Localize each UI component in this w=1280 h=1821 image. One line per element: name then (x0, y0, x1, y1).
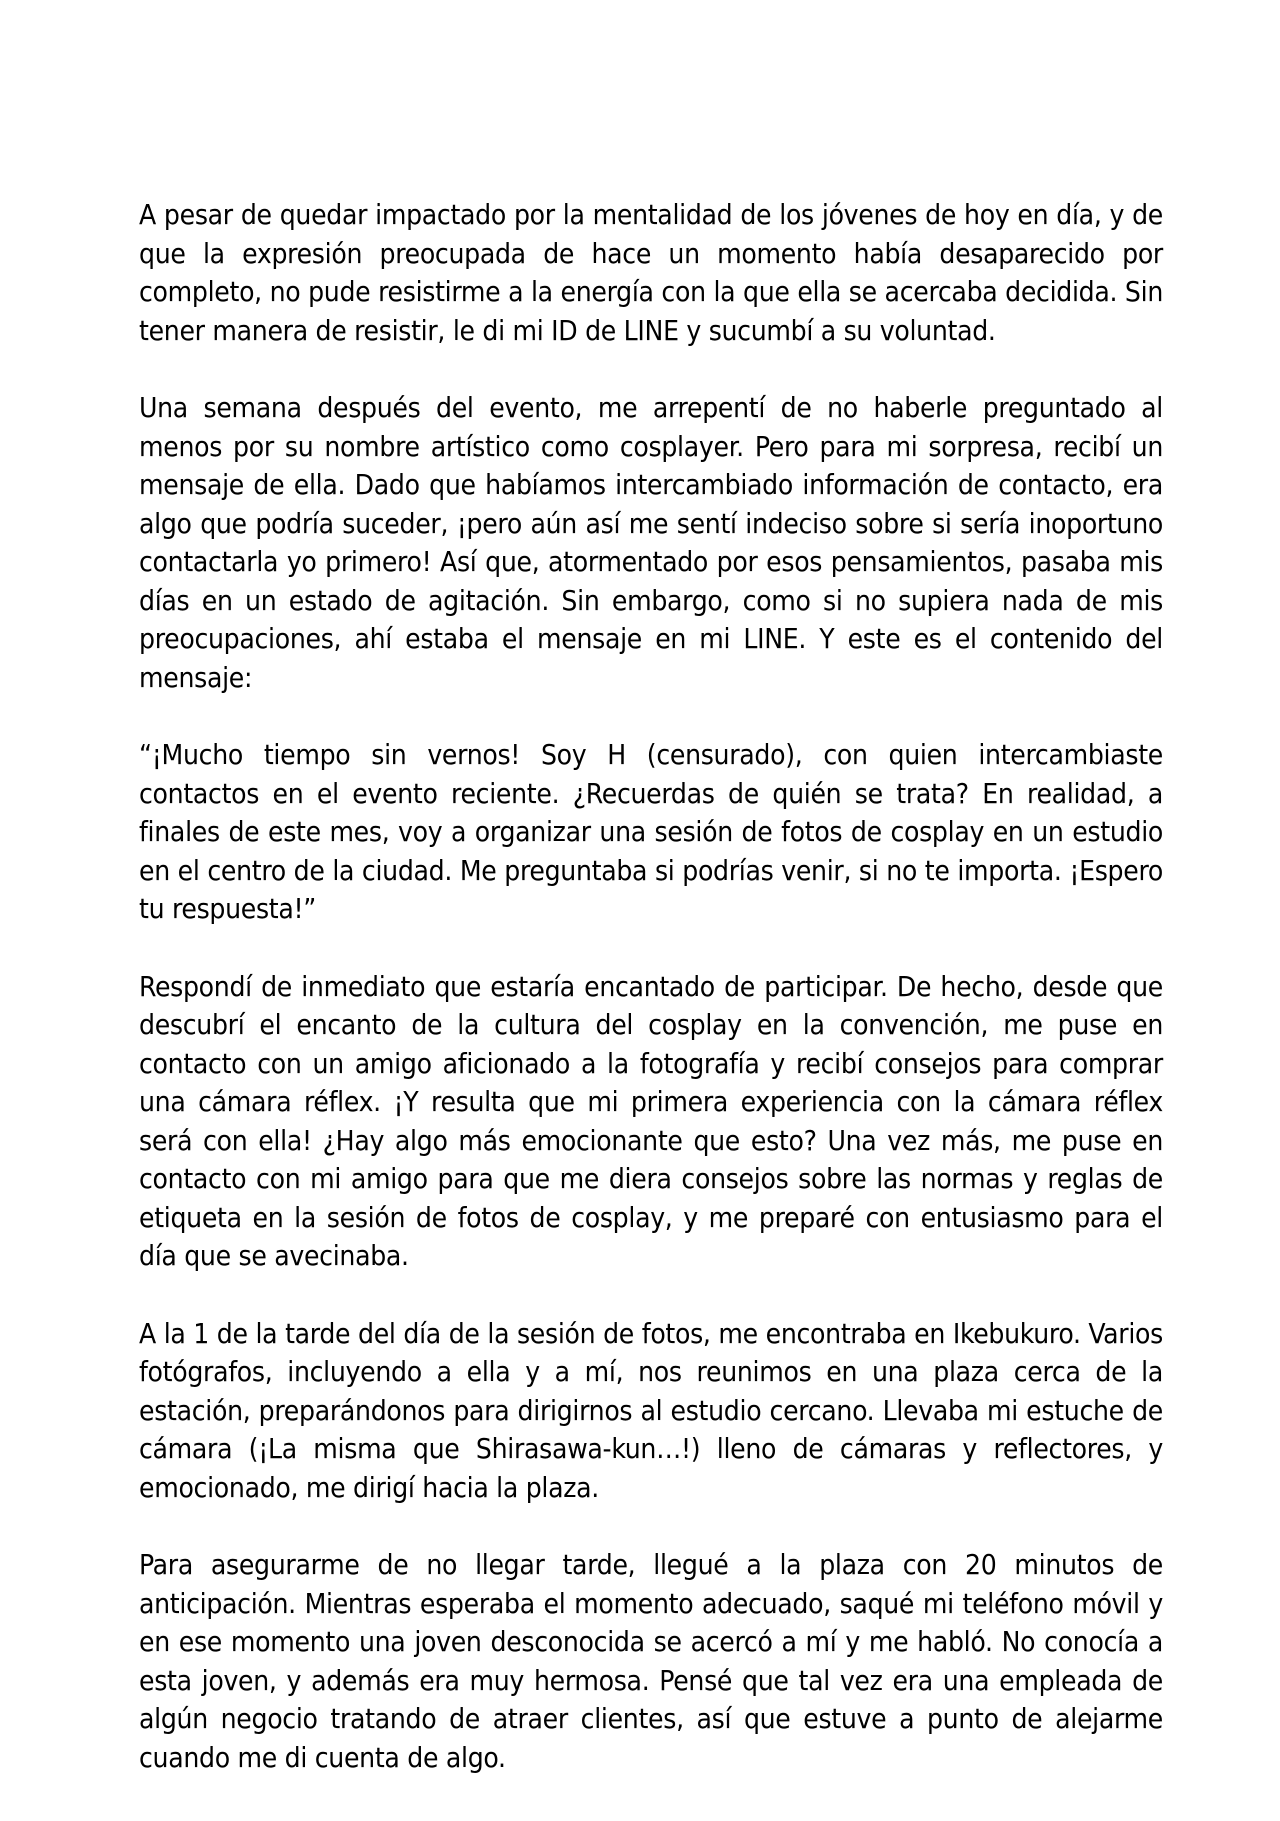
paragraph-6: Para asegurarme de no llegar tarde, llegué a la plaza con 20 minutos de anticipación. Mientras esperaba el momento adecuado, saqué mi teléfono móvil y en ese momento una joven desconocida se acercó a mí y me habló. No conocía a esta joven, y además era muy hermosa. Pensé que tal vez era una empleada de algún negocio tratando de atraer clientes, así que estuve a punto de alejarme cuando me di cuenta de algo. (139, 1548, 1163, 1774)
paragraph-1: A pesar de quedar impactado por la mentalidad de los jóvenes de hoy en día, y de que la expresión preocupada de hace un momento había desaparecido por completo, no pude resistirme a la energía con la que ella se acercaba decidida. Sin tener manera de resistir, le di mi ID de LINE y sucumbí a su voluntad. (139, 198, 1163, 347)
paragraph-2: Una semana después del evento, me arrepentí de no haberle preguntado al menos por su nombre artístico como cosplayer. Pero para mi sorpresa, recibí un mensaje de ella. Dado que habíamos intercambiado información de contacto, era algo que podría suceder, ¡pero aún así me sentí indeciso sobre si sería inoportuno contactarla yo primero! Así que, atormentado por esos pensamientos, pasaba mis días en un estado de agitación. Sin embargo, como si no supiera nada de mis preocupaciones, ahí estaba el mensaje en mi LINE. Y este es el contenido del mensaje: (139, 391, 1163, 694)
paragraph-3: “¡Mucho tiempo sin vernos! Soy H (censurado), con quien intercambiaste contactos en el evento reciente. ¿Recuerdas de quién se trata? En realidad, a finales de este mes, voy a organizar una sesión de fotos de cosplay en un estudio en el centro de la ciudad. Me preguntaba si podrías venir, si no te importa. ¡Espero tu respuesta!” (139, 738, 1163, 925)
paragraph-4: Respondí de inmediato que estaría encantado de participar. De hecho, desde que descubrí el encanto de la cultura del cosplay en la convención, me puse en contacto con un amigo aficionado a la fotografía y recibí consejos para comprar una cámara réflex. ¡Y resulta que mi primera experiencia con la cámara réflex será con ella! ¿Hay algo más emocionante que esto? Una vez más, me puse en contacto con mi amigo para que me diera consejos sobre las normas y reglas de etiqueta en la sesión de fotos de cosplay, y me preparé con entusiasmo para el día que se avecinaba. (139, 969, 1163, 1272)
document-body (139, 196, 1163, 1777)
paragraph-5: A la 1 de la tarde del día de la sesión de fotos, me encontraba en Ikebukuro. Varios fotógrafos, incluyendo a ella y a mí, nos reunimos en una plaza cerca de la estación, preparándonos para dirigirnos al estudio cercano. Llevaba mi estuche de cámara (¡La misma que Shirasawa-kun…!) lleno de cámaras y reflectores, y emocionado, me dirigí hacia la plaza. (139, 1316, 1163, 1504)
